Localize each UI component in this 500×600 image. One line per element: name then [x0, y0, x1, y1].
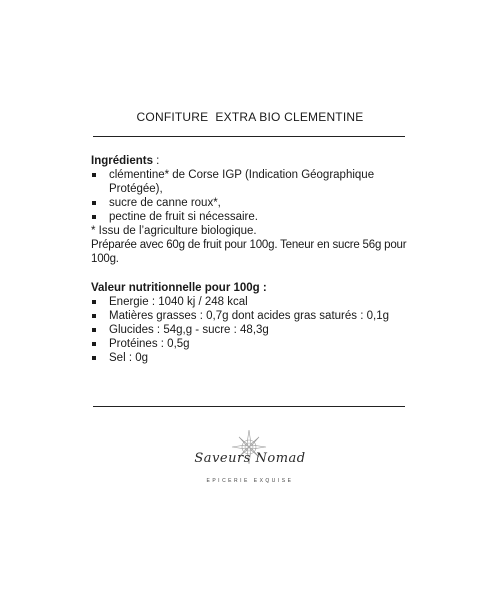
nutrition-heading: Valeur nutritionnelle pour 100g :: [91, 282, 267, 294]
nutrition-list: [91, 295, 421, 365]
nutrition-item: Sel : 0g: [91, 351, 421, 365]
nutrition-section: [91, 281, 421, 365]
organic-footnote: * Issu de l’agriculture biologique.: [91, 225, 257, 237]
top-divider: [93, 136, 405, 137]
brand-logo: [185, 425, 315, 495]
ingredient-item: clémentine* de Corse IGP (Indication Géographique Protégée),: [91, 168, 421, 196]
nutrition-item: Matières grasses : 0,7g dont acides gras saturés : 0,1g: [91, 309, 421, 323]
ingredient-item: sucre de canne roux*,: [91, 196, 421, 210]
ingredients-heading-line: [91, 154, 421, 168]
product-title: CONFITURE EXTRA BIO CLEMENTINE: [136, 110, 364, 124]
preparation-note: Préparée avec 60g de fruit pour 100g. Teneur en sucre 56g pour 100g.: [91, 239, 407, 265]
nutrition-item: Energie : 1040 kj / 248 kcal: [91, 295, 421, 309]
brand-tagline: EPICERIE EXQUISE: [206, 478, 294, 484]
ingredients-heading-suffix: :: [152, 155, 160, 167]
nutrition-heading-line: [91, 281, 421, 295]
ingredients-list: [91, 168, 421, 224]
nutrition-item: Glucides : 54g,g - sucre : 48,3g: [91, 323, 421, 337]
nutrition-item: Protéines : 0,5g: [91, 337, 421, 351]
ingredients-section: [91, 154, 421, 266]
ingredient-item: pectine de fruit si nécessaire.: [91, 210, 421, 224]
brand-name: Saveurs Nomad: [194, 451, 306, 466]
ingredients-heading: Ingrédients: [91, 155, 153, 167]
bottom-divider: [93, 406, 405, 407]
